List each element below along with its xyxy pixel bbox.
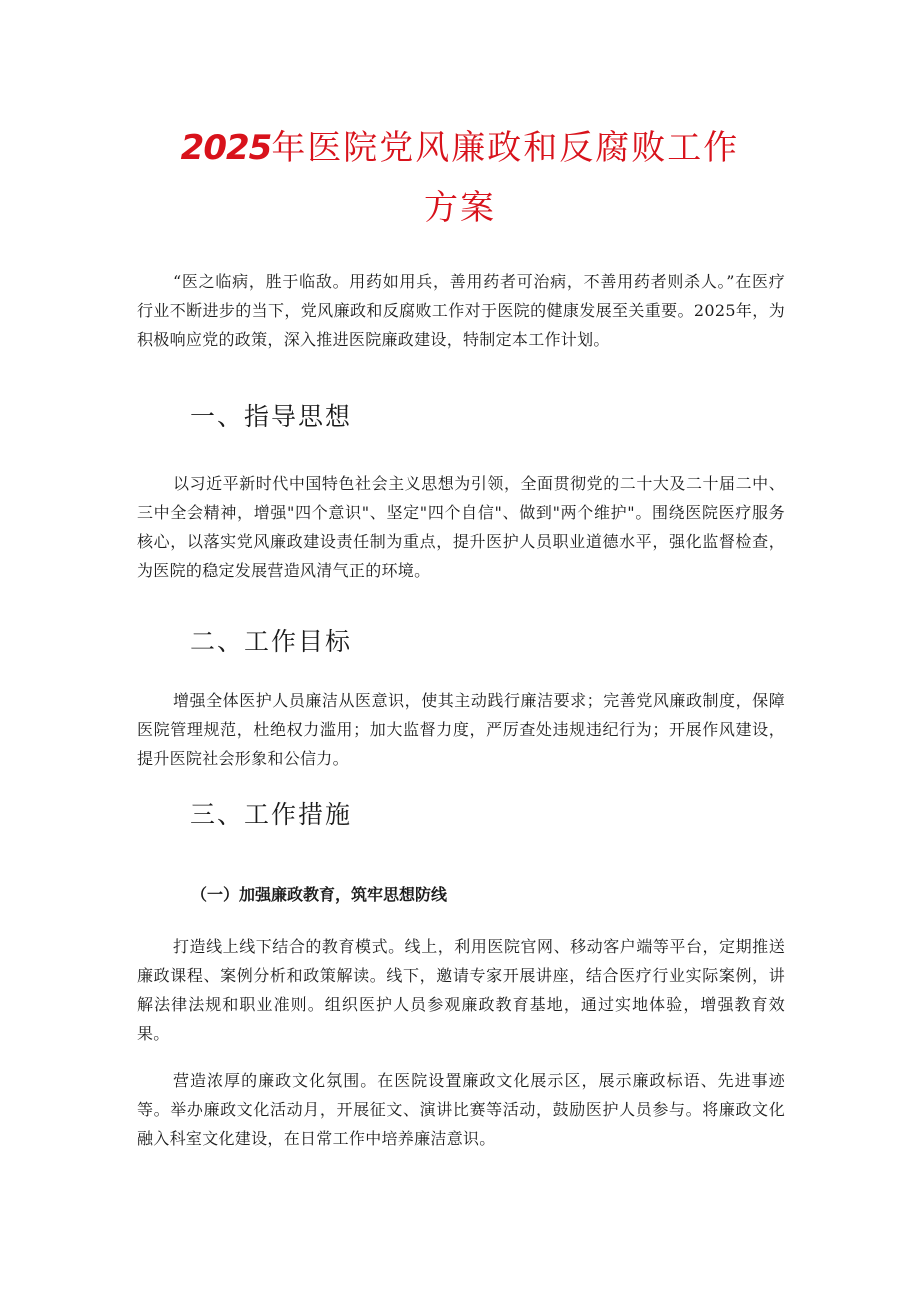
intro-paragraph: “医之临病，胜于临敌。用药如用兵，善用药者可治病，不善用药者则杀人。”在医疗行业不断进步的当下，党风廉政和反腐败工作对于医院的健康发展至关重要。2025年，为积极响应党的政策，深入推进医院廉政建设，特制定本工作计划。 <box>137 272 785 349</box>
subsection-heading-education: （一）加强廉政教育，筑牢思想防线 <box>191 885 448 904</box>
document-title-line-2: 方案 <box>424 188 496 228</box>
measures-paragraph-2: 营造浓厚的廉政文化氛围。在医院设置廉政文化展示区，展示廉政标语、先进事迹等。举办廉政文化活动月，开展征文、演讲比赛等活动，鼓励医护人员参与。将廉政文化融入科室文化建设，在日常工作中培养廉洁意识。 <box>137 1071 785 1148</box>
section-body-work-goals: 增强全体医护人员廉洁从医意识，使其主动践行廉洁要求；完善党风廉政制度，保障医院管理规范，杜绝权力滥用；加大监督力度，严厉查处违规违纪行为；开展作风建设，提升医院社会形象和公信力。 <box>137 691 785 768</box>
title-text: 年医院党风廉政和反腐败工作 <box>271 128 740 168</box>
section-body-guiding-ideology: 以习近平新时代中国特色社会主义思想为引领，全面贯彻党的二十大及二十届二中、三中全会精神，增强"四个意识"、坚定"四个自信"、做到"两个维护"。围绕医院医疗服务核心，以落实党风廉政建设责任制为重点，提升医护人员职业道德水平，强化监督检查，为医院的稳定发展营造风清气正的环境。 <box>137 474 785 580</box>
section-heading-work-measures: 三、工作措施 <box>190 800 353 829</box>
document-title-line-1 <box>0 126 920 170</box>
section-heading-guiding-ideology: 一、指导思想 <box>190 402 353 431</box>
measures-paragraph-1: 打造线上线下结合的教育模式。线上，利用医院官网、移动客户端等平台，定期推送廉政课程、案例分析和政策解读。线下，邀请专家开展讲座，结合医疗行业实际案例，讲解法律法规和职业准则。组织医护人员参观廉政教育基地，通过实地体验，增强教育效果。 <box>137 937 785 1043</box>
title-year: 2025 <box>180 128 272 168</box>
section-heading-work-goals: 二、工作目标 <box>190 627 353 656</box>
